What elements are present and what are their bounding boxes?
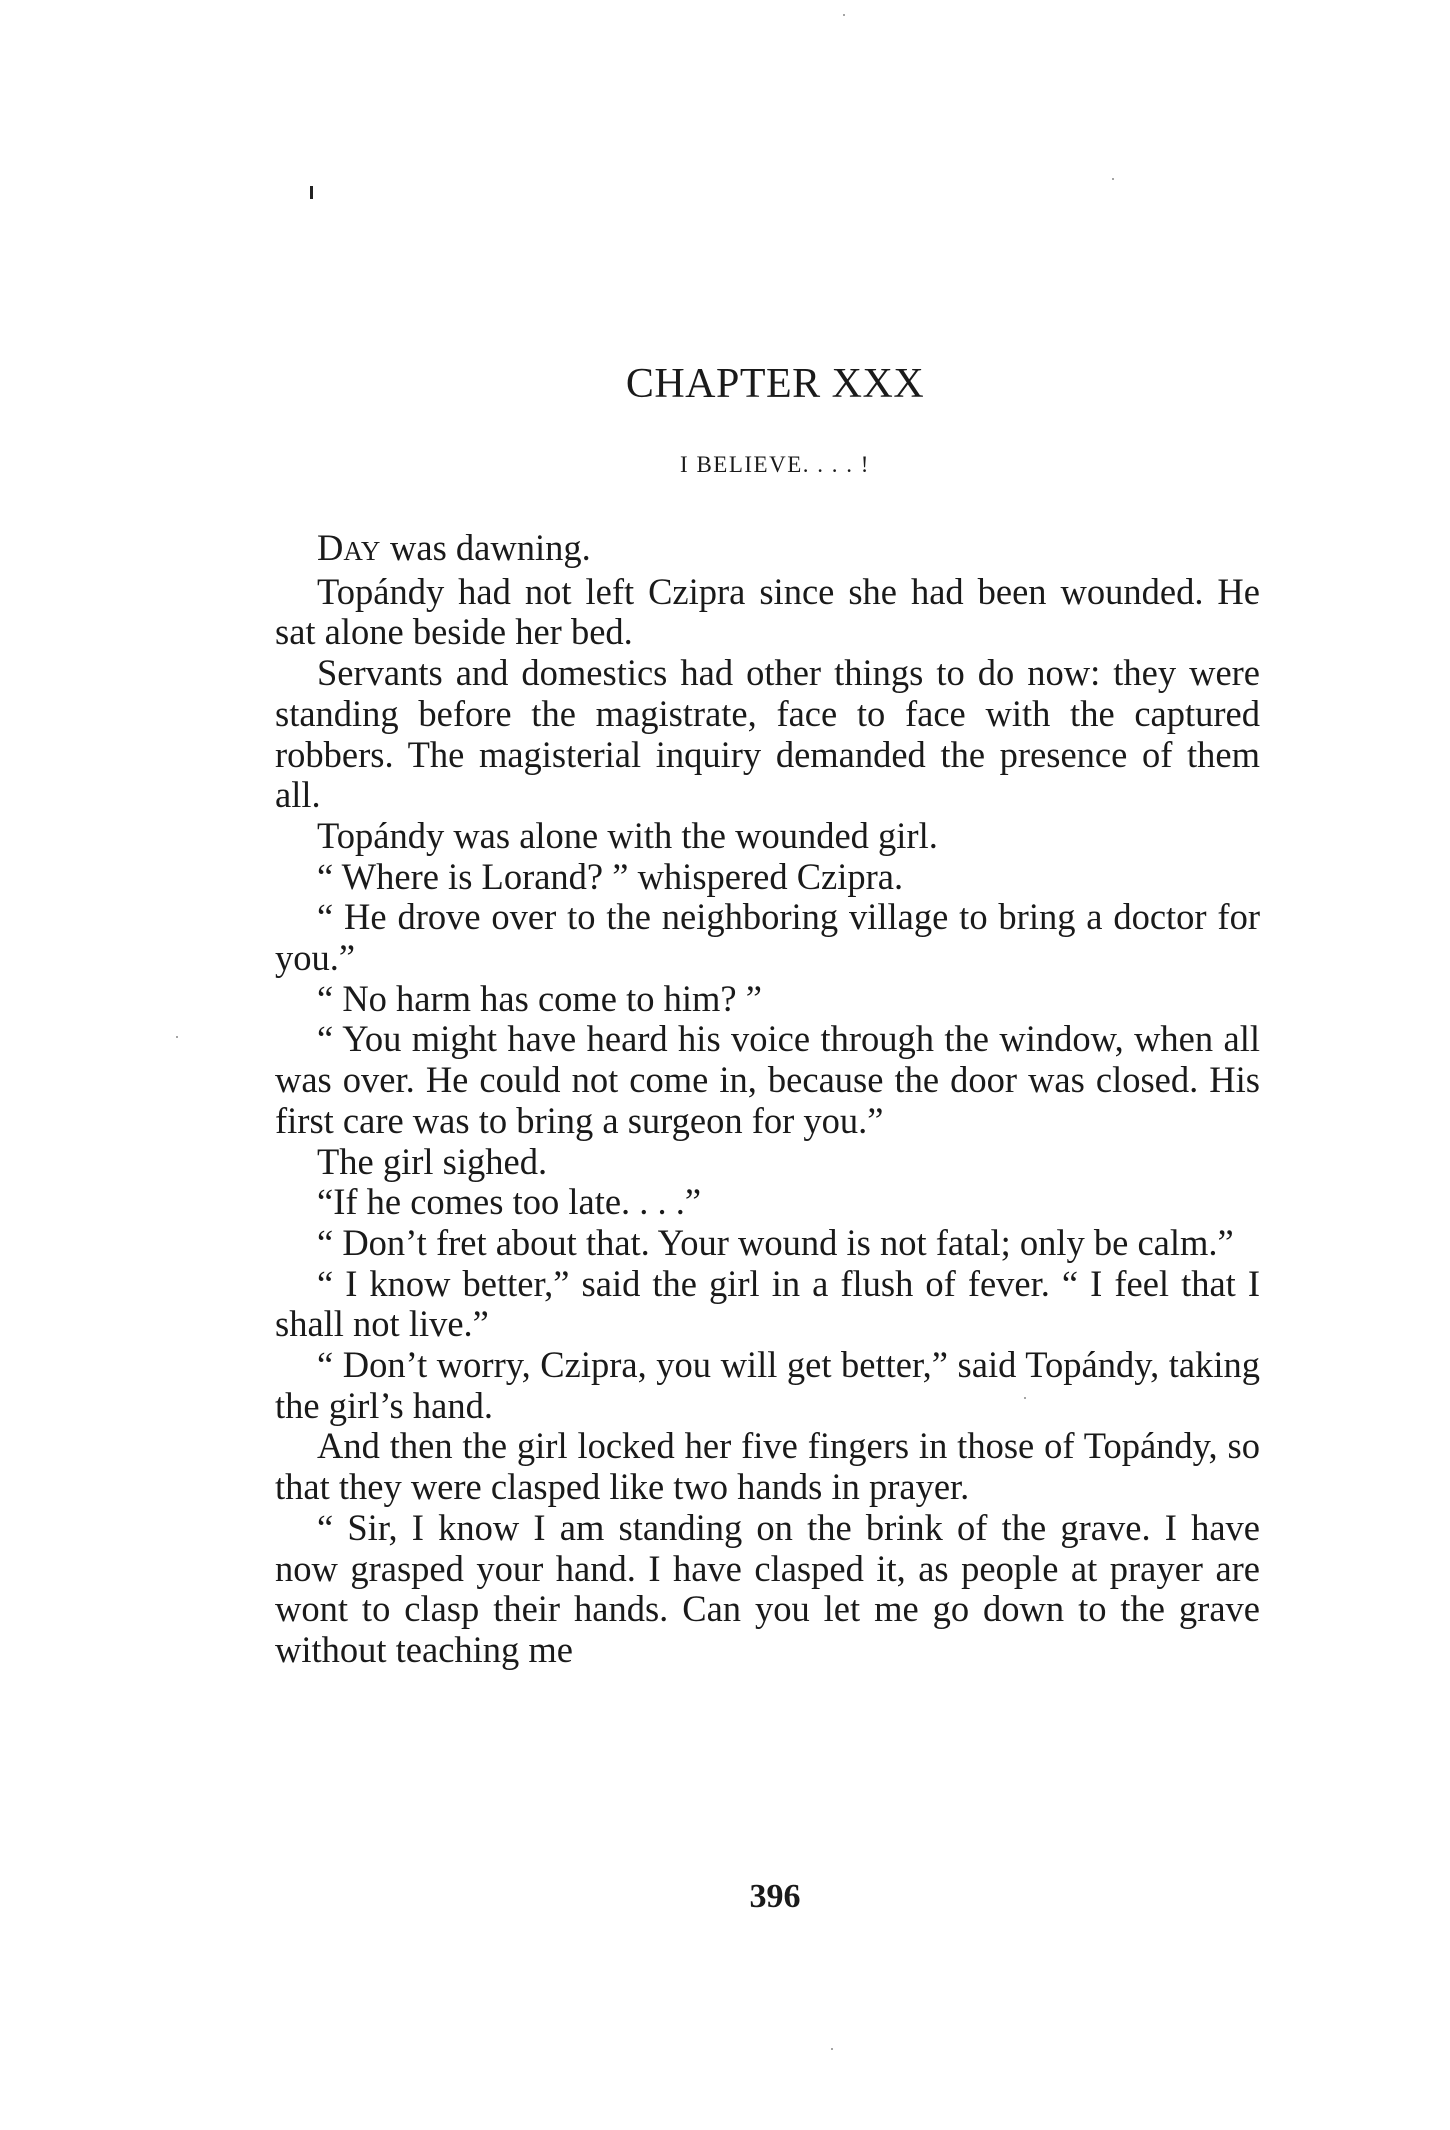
opening-initial: D bbox=[317, 527, 344, 568]
chapter-body bbox=[275, 528, 1260, 1671]
paragraph: Topándy was alone with the wounded girl. bbox=[317, 814, 938, 856]
chapter-title: CHAPTER XXX bbox=[625, 361, 925, 407]
paper-speck bbox=[831, 2048, 833, 2050]
paragraph: Topándy had not left Czipra since she had been wounded. He sat alone beside her bed. bbox=[275, 570, 1260, 653]
paragraph: “ No harm has come to him? ” bbox=[317, 977, 762, 1019]
paper-speck bbox=[176, 1036, 178, 1038]
paragraph: Servants and domestics had other things to do now: they were standing before the magistrate, face to face with the captured robbers. The magisterial inquiry demanded the presence of them all. bbox=[275, 652, 1260, 816]
opening-text: was dawning. bbox=[380, 527, 591, 568]
paragraph: “ He drove over to the neighboring village to bring a doctor for you.” bbox=[275, 896, 1260, 979]
paragraph: “ Don’t worry, Czipra, you will get better,” said Topándy, taking the girl’s hand. bbox=[275, 1344, 1260, 1426]
paragraph: “ Sir, I know I am standing on the brink of the grave. I have now grasped your hand. I have clasped it, as people at prayer are wont to clasp their hands. Can you let me go down to the grave without teaching me bbox=[275, 1506, 1260, 1670]
paragraph: And then the girl locked her five fingers in those of Topándy, so that they were clasped like two hands in prayer. bbox=[275, 1425, 1260, 1508]
chapter-subtitle: I BELIEVE. . . . ! bbox=[680, 452, 870, 477]
paragraph: “ Don’t fret about that. Your wound is not fatal; only be calm.” bbox=[317, 1221, 1234, 1263]
opening-paragraph bbox=[275, 528, 1260, 572]
stray-ink-mark bbox=[310, 186, 313, 199]
paragraph: The girl sighed. bbox=[317, 1140, 548, 1182]
paragraph: “ I know better,” said the girl in a flush of fever. “ I feel that I shall not live.” bbox=[275, 1262, 1260, 1345]
paragraph: “If he comes too late. . . .” bbox=[317, 1181, 702, 1223]
paper-speck bbox=[1112, 178, 1114, 180]
page-number: 396 bbox=[749, 1878, 801, 1915]
paragraph: “ You might have heard his voice through the window, when all was over. He could not come in, because the door was closed. His first care was to bring a surgeon for you.” bbox=[275, 1018, 1260, 1141]
paper-speck bbox=[843, 14, 845, 16]
opening-smallcaps: AY bbox=[343, 536, 381, 566]
paragraph: “ Where is Lorand? ” whispered Czipra. bbox=[317, 855, 904, 897]
